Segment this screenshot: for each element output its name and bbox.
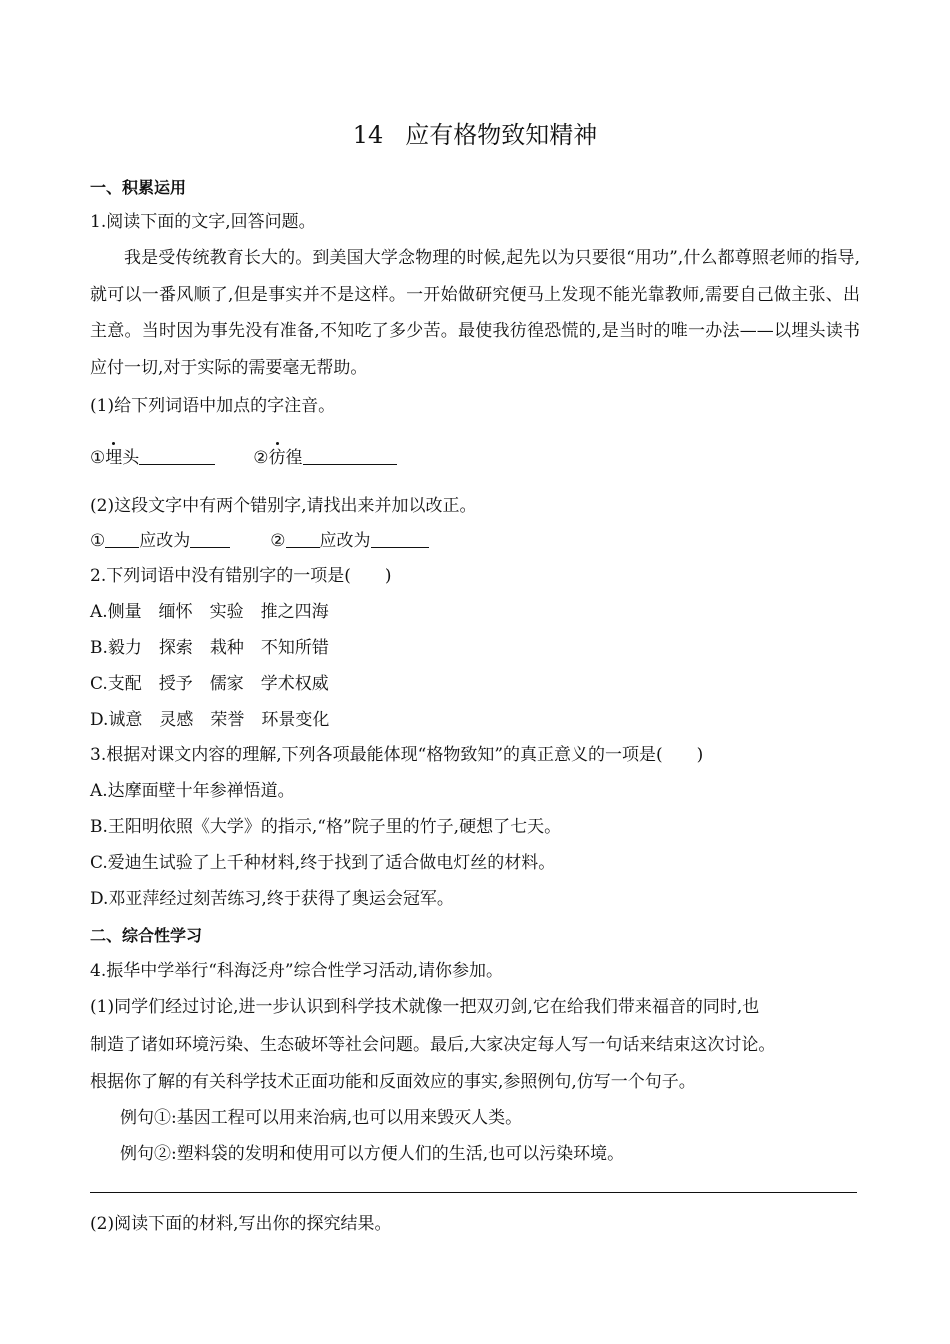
question-4-sub1-line-1: (1)同学们经过讨论,进一步认识到科学技术就像一把双刃剑,它在给我们带来福音的同时,也 [90, 997, 760, 1017]
item-2-number: ② [253, 448, 269, 468]
answer-blank-wrong-char-2[interactable] [286, 529, 320, 548]
question-2-option-b[interactable]: B.毅力 探索 栽种 不知所错 [90, 638, 329, 658]
correction-2-number: ② [270, 531, 286, 551]
answer-blank-pinyin-2[interactable] [303, 446, 397, 465]
section-heading-comprehensive-study: 二、综合性学习 [90, 926, 203, 945]
question-4-sub1-line-3: 根据你了解的有关科学技术正面功能和反面效应的事实,参照例句,仿写一个句子。 [90, 1072, 696, 1092]
question-3-option-d[interactable]: D.邓亚萍经过刻苦练习,终于获得了奥运会冠军。 [90, 889, 454, 909]
correction-2-label: 应改为 [319, 531, 371, 551]
lesson-title: 应有格物致知精神 [405, 121, 598, 149]
example-sentence-1: 例句①:基因工程可以用来治病,也可以用来毁灭人类。 [120, 1108, 523, 1128]
answer-blank-pinyin-1[interactable] [139, 446, 215, 465]
question-2-stem: 2.下列词语中没有错别字的一项是( ) [90, 566, 392, 586]
item-2-rest: 徨 [285, 448, 303, 468]
question-2-option-c[interactable]: C.支配 授予 儒家 学术权威 [90, 674, 329, 694]
question-1-stem: 1.阅读下面的文字,回答问题。 [90, 212, 316, 232]
dotted-char-1: 埋 [105, 448, 123, 468]
section-heading-accumulation: 一、积累运用 [90, 178, 187, 197]
answer-blank-right-char-2[interactable] [371, 529, 429, 548]
correction-answer-row [90, 529, 429, 553]
dotted-char-2: 彷 [268, 448, 286, 468]
item-1-rest: 头 [122, 448, 140, 468]
question-3-option-a[interactable]: A.达摩面壁十年参禅悟道。 [90, 781, 295, 801]
question-4-sub1-line-2: 制造了诸如环境污染、生态破坏等社会问题。最后,大家决定每人写一句话来结束这次讨论。 [90, 1035, 776, 1055]
lesson-number: 14 [352, 121, 384, 149]
question-2-option-d[interactable]: D.诚意 灵感 荣誉 环景变化 [90, 710, 330, 730]
page-title [0, 120, 950, 150]
answer-blank-wrong-char-1[interactable] [105, 529, 139, 548]
item-1-number: ① [90, 448, 106, 468]
correction-1-label: 应改为 [139, 531, 191, 551]
pinyin-answer-row [90, 446, 397, 470]
question-4-stem: 4.振华中学举行“科海泛舟”综合性学习活动,请你参加。 [90, 961, 504, 981]
question-1-passage: 我是受传统教育长大的。到美国大学念物理的时候,起先以为只要很“用功”,什么都尊照老师的指导,就可以一番风顺了,但是事实并不是这样。一开始做研究便马上发现不能光靠教师,需要自己做主张、出主意。当时因为事先没有准备,不知吃了多少苦。最使我彷徨恐慌的,是当时的唯一办法——以埋头读书应付一切,对于实际的需要毫无帮助。 [90, 248, 860, 379]
answer-blank-right-char-1[interactable] [190, 529, 230, 548]
question-3-option-b[interactable]: B.王阳明依照《大学》的指示,“格”院子里的竹子,硬想了七天。 [90, 817, 562, 837]
answer-line[interactable] [90, 1192, 857, 1193]
correction-1-number: ① [90, 531, 106, 551]
question-1-sub1: (1)给下列词语中加点的字注音。 [90, 396, 336, 416]
question-2-option-a[interactable]: A.侧量 缅怀 实验 推之四海 [90, 602, 329, 622]
question-4-sub2: (2)阅读下面的材料,写出你的探究结果。 [90, 1214, 392, 1234]
question-3-stem: 3.根据对课文内容的理解,下列各项最能体现“格物致知”的真正意义的一项是( ) [90, 745, 704, 765]
question-3-option-c[interactable]: C.爱迪生试验了上千种材料,终于找到了适合做电灯丝的材料。 [90, 853, 556, 873]
example-sentence-2: 例句②:塑料袋的发明和使用可以方便人们的生活,也可以污染环境。 [120, 1144, 625, 1164]
question-1-sub2: (2)这段文字中有两个错别字,请找出来并加以改正。 [90, 496, 477, 516]
